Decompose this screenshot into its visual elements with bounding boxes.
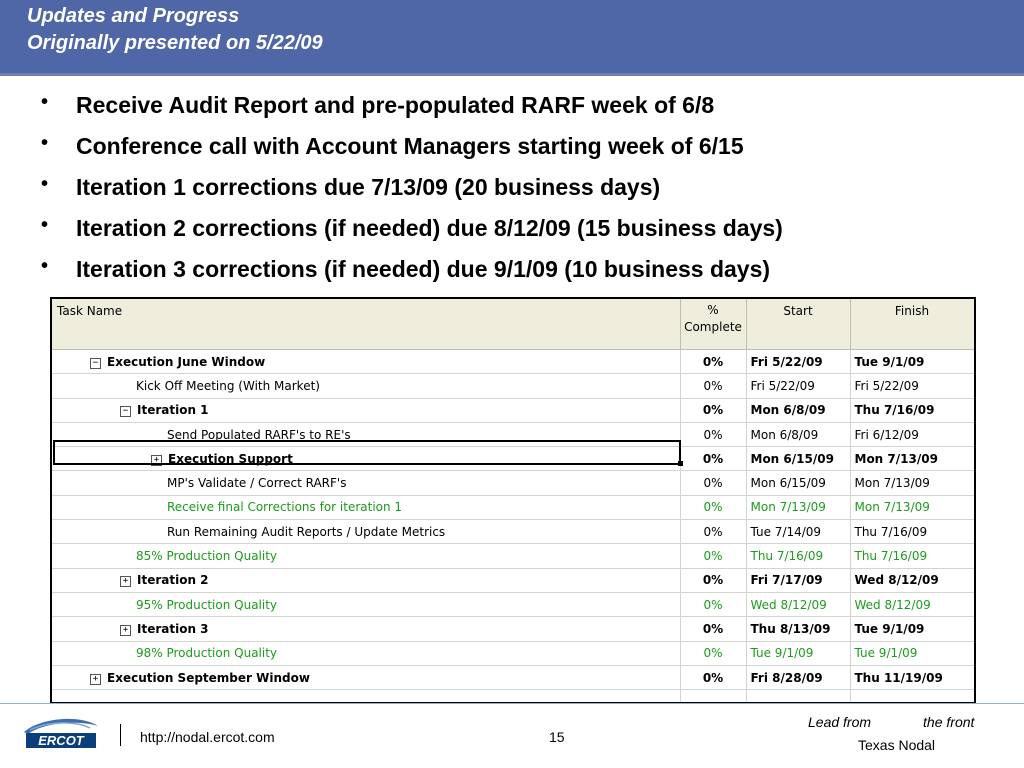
bullet-item: • Iteration 2 corrections (if needed) due 8/12/09 (15 business days) xyxy=(41,214,783,241)
task-name: Execution Support xyxy=(168,451,293,466)
task-name: Execution September Window xyxy=(107,670,310,685)
task-row-selected[interactable] xyxy=(52,447,974,471)
task-start: Fri 7/17/09 xyxy=(746,568,850,592)
task-row[interactable] xyxy=(52,374,974,398)
bullet-dot-icon: • xyxy=(41,214,49,236)
task-percent: 0% xyxy=(680,374,746,398)
task-finish: Fri 6/12/09 xyxy=(850,422,974,446)
org-name: Texas Nodal xyxy=(858,737,936,753)
task-finish: Mon 7/13/09 xyxy=(850,447,974,471)
bullet-dot-icon: • xyxy=(41,173,49,195)
task-row[interactable] xyxy=(52,617,974,641)
task-percent: 0% xyxy=(680,422,746,446)
task-finish: Wed 8/12/09 xyxy=(850,592,974,616)
task-percent: 0% xyxy=(680,471,746,495)
bullet-item: • Iteration 1 corrections due 7/13/09 (20 business days) xyxy=(41,173,661,200)
column-header-start[interactable]: Start xyxy=(746,299,850,350)
task-name: Iteration 1 xyxy=(137,403,209,418)
column-header-finish[interactable]: Finish xyxy=(850,299,974,350)
footer-url[interactable]: http://nodal.ercot.com xyxy=(140,729,275,745)
bullet-item: • Conference call with Account Managers starting week of 6/15 xyxy=(41,132,744,159)
milestone-row[interactable] xyxy=(52,495,974,519)
footer-divider xyxy=(0,703,1024,704)
task-row[interactable] xyxy=(52,520,974,544)
expand-icon[interactable]: + xyxy=(120,625,131,636)
task-name: 85% Production Quality xyxy=(52,544,680,568)
bullet-item: • Receive Audit Report and pre-populated RARF week of 6/8 xyxy=(41,91,715,118)
task-finish: Thu 7/16/09 xyxy=(850,544,974,568)
task-name: Run Remaining Audit Reports / Update Metrics xyxy=(52,520,680,544)
task-name: 98% Production Quality xyxy=(52,641,680,665)
task-row[interactable] xyxy=(52,422,974,446)
task-finish: Tue 9/1/09 xyxy=(850,617,974,641)
task-finish: Mon 7/13/09 xyxy=(850,471,974,495)
task-start: Mon 6/8/09 xyxy=(746,422,850,446)
task-finish: Thu 7/16/09 xyxy=(850,520,974,544)
task-start: Mon 6/15/09 xyxy=(746,447,850,471)
task-start: Thu 7/16/09 xyxy=(746,544,850,568)
task-row[interactable] xyxy=(52,568,974,592)
bullet-dot-icon: • xyxy=(41,91,49,113)
milestone-row[interactable] xyxy=(52,592,974,616)
column-header-percent-complete[interactable]: % Complete xyxy=(680,299,746,350)
milestone-row[interactable] xyxy=(52,544,974,568)
task-percent: 0% xyxy=(680,398,746,422)
task-finish: Thu 7/16/09 xyxy=(850,398,974,422)
collapse-icon[interactable]: − xyxy=(90,358,101,369)
task-finish: Fri 5/22/09 xyxy=(850,374,974,398)
task-name: Execution June Window xyxy=(107,354,266,369)
task-percent: 0% xyxy=(680,617,746,641)
task-start: Thu 8/13/09 xyxy=(746,617,850,641)
task-percent: 0% xyxy=(680,568,746,592)
ercot-logo xyxy=(20,716,102,752)
task-percent: 0% xyxy=(680,520,746,544)
slide-title: Updates and Progress xyxy=(27,5,240,27)
task-name: Send Populated RARF's to RE's xyxy=(52,422,680,446)
task-finish: Thu 11/19/09 xyxy=(850,665,974,689)
task-start: Mon 7/13/09 xyxy=(746,495,850,519)
task-name: 95% Production Quality xyxy=(52,592,680,616)
milestone-row[interactable] xyxy=(52,641,974,665)
expand-icon[interactable]: + xyxy=(151,455,162,466)
task-row[interactable] xyxy=(52,471,974,495)
task-percent: 0% xyxy=(680,447,746,471)
task-name: Receive final Corrections for iteration 1 xyxy=(52,495,680,519)
footer-separator xyxy=(120,724,121,746)
expand-icon[interactable]: + xyxy=(90,674,101,685)
task-percent: 0% xyxy=(680,665,746,689)
task-finish: Wed 8/12/09 xyxy=(850,568,974,592)
page-number: 15 xyxy=(549,729,565,745)
task-start: Fri 5/22/09 xyxy=(746,350,850,374)
column-header-task-name[interactable]: Task Name xyxy=(52,299,680,350)
task-start: Mon 6/15/09 xyxy=(746,471,850,495)
task-start: Tue 7/14/09 xyxy=(746,520,850,544)
task-name: Iteration 3 xyxy=(137,621,209,636)
task-name: Iteration 2 xyxy=(137,573,209,588)
collapse-icon[interactable]: − xyxy=(120,406,131,417)
project-task-table xyxy=(50,297,976,704)
header-divider xyxy=(0,73,1024,76)
expand-icon[interactable]: + xyxy=(120,576,131,587)
task-name: MP's Validate / Correct RARF's xyxy=(52,471,680,495)
bullet-dot-icon: • xyxy=(41,132,49,154)
fill-handle[interactable] xyxy=(678,461,683,466)
task-row[interactable] xyxy=(52,398,974,422)
task-finish: Tue 9/1/09 xyxy=(850,641,974,665)
task-start: Wed 8/12/09 xyxy=(746,592,850,616)
bullet-dot-icon: • xyxy=(41,255,49,277)
tagline: Lead from the front xyxy=(808,714,975,730)
task-percent: 0% xyxy=(680,350,746,374)
task-finish: Mon 7/13/09 xyxy=(850,495,974,519)
bullet-list xyxy=(38,92,783,297)
task-start: Tue 9/1/09 xyxy=(746,641,850,665)
task-row[interactable] xyxy=(52,665,974,689)
task-percent: 0% xyxy=(680,592,746,616)
task-percent: 0% xyxy=(680,544,746,568)
task-start: Mon 6/8/09 xyxy=(746,398,850,422)
empty-row[interactable] xyxy=(52,690,974,704)
slide-subtitle: Originally presented on 5/22/09 xyxy=(27,32,323,54)
task-start: Fri 5/22/09 xyxy=(746,374,850,398)
bullet-item: • Iteration 3 corrections (if needed) due 9/1/09 (10 business days) xyxy=(41,255,771,282)
task-name: Kick Off Meeting (With Market) xyxy=(52,374,680,398)
task-percent: 0% xyxy=(680,495,746,519)
task-row[interactable] xyxy=(52,350,974,374)
svg-text:ERCOT: ERCOT xyxy=(38,733,84,748)
task-start: Fri 8/28/09 xyxy=(746,665,850,689)
task-finish: Tue 9/1/09 xyxy=(850,350,974,374)
task-percent: 0% xyxy=(680,641,746,665)
